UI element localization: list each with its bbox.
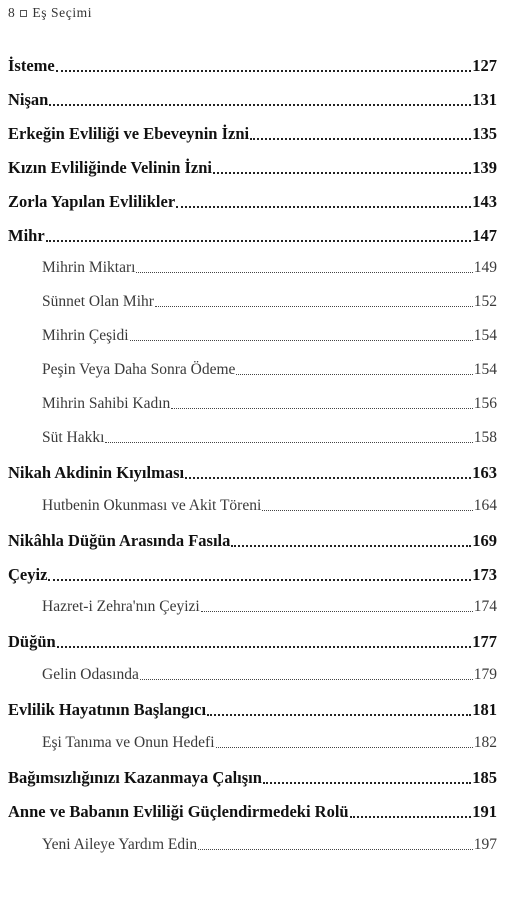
toc-entry[interactable] [8,124,497,144]
toc-entry-title: Hutbenin Okunması ve Akit Töreni [42,496,262,514]
dot-leader [231,545,471,547]
dot-leader [198,849,473,850]
toc-entry-title: Çeyiz [8,564,48,584]
dot-leader [207,714,471,716]
dot-leader [130,340,473,341]
toc-entry-title: Düğün [8,632,56,652]
toc-entry[interactable] [8,632,497,652]
toc-entry-page: 135 [472,123,497,143]
dot-leader [56,70,472,72]
dot-leader [57,646,472,648]
toc-entry-page: 154 [473,361,497,379]
dot-leader [185,477,471,479]
toc-entry[interactable] [8,531,497,551]
toc-entry-title: Mihrin Miktarı [42,259,136,277]
toc-entry-title: Peşin Veya Daha Sonra Ödeme [42,361,236,379]
dot-leader [49,104,471,106]
toc-entry-title: Kızın Evliliğinde Velinin İzni [8,157,213,177]
toc-entry[interactable] [8,768,497,788]
toc-entry-title: Nikah Akdinin Kıyılması [8,462,185,482]
toc-subentry[interactable] [42,836,497,854]
toc-entry[interactable] [8,56,497,76]
toc-subentry[interactable] [42,259,497,277]
toc-entry-page: 185 [472,767,497,787]
toc-entry-page: 174 [473,598,497,616]
toc-subentry[interactable] [42,497,497,515]
dot-leader [155,306,473,307]
toc-entry[interactable] [8,90,497,110]
toc-entry-title: Mihr [8,225,45,245]
toc-entry-page: 139 [472,157,497,177]
toc-subentry[interactable] [42,361,497,379]
toc-entry[interactable] [8,565,497,585]
separator-square-icon [20,10,27,17]
toc-entry-page: 182 [473,734,497,751]
dot-leader [213,172,471,174]
toc-entry-title: Mihrin Sahibi Kadın [42,395,171,412]
dot-leader [48,579,471,581]
toc-entry-page: 143 [472,191,497,211]
toc-entry-title: Anne ve Babanın Evliliği Güçlendirmedeki Rolü [8,801,349,821]
toc-entry-title: Süt Hakkı [42,428,105,446]
dot-leader [236,374,472,375]
dot-leader [263,782,471,784]
toc-entry-page: 181 [472,700,497,720]
toc-entry-page: 177 [472,632,497,652]
dot-leader [176,206,471,208]
toc-entry-title: Sünnet Olan Mihr [42,293,154,311]
toc-entry-page: 131 [472,89,497,109]
dot-leader [136,272,472,273]
toc-entry-title: Nikâhla Düğün Arasında Fasıla [8,530,231,550]
toc-entry[interactable] [8,158,497,178]
running-title: Eş Seçimi [32,5,93,20]
toc-subentry[interactable] [42,327,497,345]
toc-subentry[interactable] [42,598,497,616]
toc-subentry[interactable] [42,666,497,684]
toc-entry-page: 163 [472,462,497,482]
toc-entry-page: 191 [472,801,497,821]
toc-entry[interactable] [8,192,497,212]
dot-leader [350,816,472,818]
toc-subentry[interactable] [42,293,497,311]
dot-leader [140,679,473,680]
toc-entry-title: Evlilik Hayatının Başlangıcı [8,700,207,720]
toc-entry-title: Zorla Yapılan Evlilikler [8,191,176,211]
toc-entry-title: Gelin Odasında [42,666,139,684]
dot-leader [201,611,473,612]
toc-entry-page: 147 [472,225,497,245]
dot-leader [216,747,473,748]
toc-entry[interactable] [8,226,497,246]
toc-entry-page: 156 [473,395,497,412]
toc-entry-page: 197 [473,835,497,853]
toc-entry-page: 152 [473,293,497,311]
toc-entry-title: Bağımsızlığınızı Kazanmaya Çalışın [8,767,262,787]
toc-entry-page: 149 [473,259,497,277]
toc-entry[interactable] [8,463,497,483]
toc-entry-page: 169 [472,530,497,550]
toc-entry-page: 154 [473,327,497,345]
toc-entry-title: Erkeğin Evliliği ve Ebeveynin İzni [8,123,250,143]
running-header [8,5,92,21]
toc-entry-title: İsteme [8,56,55,75]
toc-entry[interactable] [8,700,497,720]
toc-entry-title: Mihrin Çeşidi [42,327,129,345]
dot-leader [46,240,472,242]
toc-entry-page: 127 [472,56,497,75]
dot-leader [171,408,472,409]
toc-entry-title: Hazret-i Zehra'nın Çeyizi [42,598,200,616]
dot-leader [262,510,472,511]
toc-entry-title: Nişan [8,89,49,109]
toc-entry-title: Eşi Tanıma ve Onun Hedefi [42,734,215,751]
dot-leader [105,442,472,443]
toc-entry-page: 173 [472,564,497,584]
toc-entry[interactable] [8,802,497,822]
toc-subentry[interactable] [42,429,497,447]
toc-entry-title: Yeni Aileye Yardım Edin [42,835,198,853]
toc-entry-page: 164 [473,496,497,514]
toc-entry-page: 158 [473,428,497,446]
dot-leader [250,138,471,140]
toc-subentry[interactable] [42,734,497,752]
page-number: 8 [8,5,16,20]
toc-entry-page: 179 [473,666,497,684]
toc-subentry[interactable] [42,395,497,413]
